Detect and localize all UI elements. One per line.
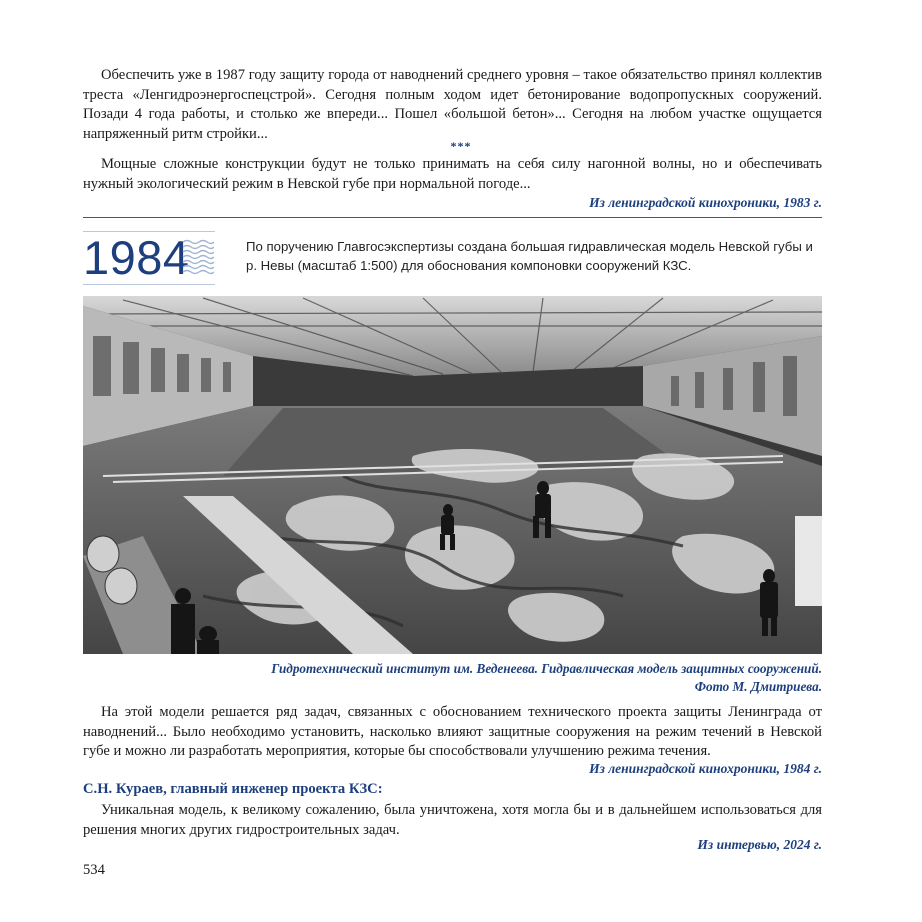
year-description: По поручению Главгосэкспертизы создана большая гидравлическая модель Невской губы и р. Невы (масштаб 1:500) для обоснования компоновки сооружений КЗС.: [246, 239, 813, 273]
quote-1983: [83, 66, 822, 144]
waves-icon: [182, 238, 214, 278]
photo-illustration: [83, 296, 822, 654]
separator-stars: ***: [450, 139, 472, 153]
photo-caption-title: Гидротехнический институт им. Веденеева. Гидравлическая модель защитных сооружений.: [271, 661, 822, 676]
source-interview: Из интервью, 2024 г.: [697, 837, 822, 852]
year-badge: [83, 231, 215, 285]
photo-credit: Фото М. Дмитриева.: [694, 679, 822, 694]
year-number: 1984: [83, 231, 190, 284]
page-number: 534: [83, 862, 105, 878]
paragraph-1: Обеспечить уже в 1987 году защиту города от наводнений среднего уровня – такое обязательство принял коллектив треста «Ленгидроэнергоспецстрой». Сегодня полным ходом идет бетонирование водопропускных сооружений. Позади 4 года работы, и столько же впереди... Пошел «большой бетон»... Сегодня на любом участке ощущается напряженный ритм стройки...: [83, 67, 822, 142]
photo-caption: [271, 660, 822, 696]
quote-1983-continued: [83, 155, 822, 194]
paragraph-2: Мощные сложные конструкции будут не только принимать на себя силу нагонной волны, но и обеспечивать нужный экологический режим в Невской губе при нормальной погоде...: [83, 156, 822, 192]
interview-text: Уникальная модель, к великому сожалению, была уничтожена, хотя могла бы и в дальнейшем использоваться для решения многих других гидростроительных задач.: [83, 802, 822, 838]
section-divider: [83, 217, 822, 218]
source-1983: Из ленинградской кинохроники, 1983 г.: [589, 195, 822, 210]
source-1984: Из ленинградской кинохроники, 1984 г.: [589, 761, 822, 776]
hydraulic-model-photo: [83, 296, 822, 654]
interview-quote: [83, 801, 822, 840]
speaker-name: С.Н. Кураев, главный инженер проекта КЗС:: [83, 781, 383, 797]
paragraph-3: На этой модели решается ряд задач, связанных с обоснованием технического проекта защиты Ленинграда от наводнений... Было необходимо установить, насколько влияют защитные сооружения на режим течений в Невской губе и можно ли разработать мероприятия, которые бы способствовали улучшению режима течения.: [83, 704, 822, 759]
quote-1984: [83, 703, 822, 762]
